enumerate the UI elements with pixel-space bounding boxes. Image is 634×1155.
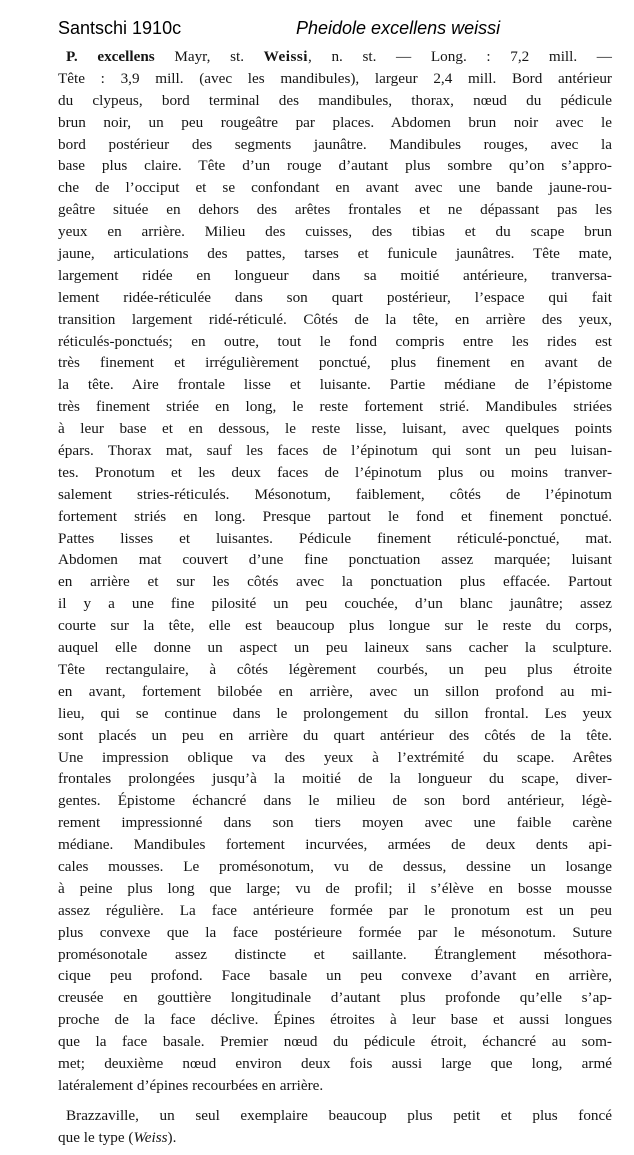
description-line: réticulés-ponctués; en outre, tout le fond compris entre les rides est <box>58 332 612 350</box>
description-line: largement ridée en longueur dans sa moitié antérieure, tranversa- <box>58 266 612 284</box>
taxon-author: Mayr, st. <box>154 48 264 65</box>
description-line: Tête : 3,9 mill. (avec les mandibules), largeur 2,4 mill. Bord antérieur <box>58 69 612 87</box>
collector-name: Weiss <box>133 1128 168 1146</box>
description-line: que la face basale. Premier nœud du pédicule étroit, échancré au som- <box>58 1033 612 1051</box>
description-line: Pattes lisses et luisantes. Pédicule finement réticulé-ponctué, mat. <box>58 529 612 547</box>
subspecies-name: Weissi <box>263 48 308 65</box>
description-line: en avant, fortement bilobée en arrière, avec un sillon profond au mi- <box>58 682 612 700</box>
description-line: promésonotale assez distincte et saillante. Étranglement mésothora- <box>58 945 612 963</box>
description-line: salement stries-réticulés. Mésonotum, faiblement, côtés de l’épinotum <box>58 485 612 503</box>
description-line: latéralement d’épines recourbées en arrière. <box>58 1076 324 1094</box>
taxon-name: P. excellens <box>66 48 155 65</box>
species-title: Pheidole excellens weissi <box>296 18 501 38</box>
description-line: met; deuxième nœud environ deux fois aussi large que long, armé <box>58 1054 612 1072</box>
description-line: Une impression oblique va des yeux à l’extrémité du scape. Arêtes <box>58 748 612 766</box>
locality-line-2 <box>58 1127 612 1149</box>
description-line: base plus claire. Tête d’un rouge d’autant plus sombre qu’on s’appro- <box>58 157 612 175</box>
description-line: la tête. Aire frontale lisse et luisante. Partie médiane de l’épistome <box>58 376 612 394</box>
description-line: du clypeus, bord terminal des mandibules, thorax, nœud du pédicule <box>58 91 612 109</box>
description-line: plus convexe que la face postérieure formée par le mésonotum. Suture <box>58 923 612 941</box>
locality-line-1: Brazzaville, un seul exemplaire beaucoup plus petit et plus foncé <box>66 1106 612 1124</box>
description-line: à leur base et en dessous, le reste lisse, luisant, avec quelques points <box>58 420 612 438</box>
description-lines <box>58 68 612 1097</box>
description-line: che de l’occiput et se confondant en avant avec une bande jaune-rou- <box>58 179 612 197</box>
description-line: fortement striés en long. Presque partout le fond et finement ponctué. <box>58 507 612 525</box>
description-line: en arrière et sur les côtés avec la ponctuation plus effacée. Partout <box>58 573 612 591</box>
description-line: cales mousses. Le promésonotum, vu de dessus, dessine un losange <box>58 857 612 875</box>
description-line: médiane. Mandibules fortement incurvées, armées de deux dents api- <box>58 836 612 854</box>
description-line: lieu, qui se continue dans le prolongement du sillon frontal. Les yeux <box>58 704 612 722</box>
locality-suffix: ). <box>167 1128 177 1146</box>
description-line: yeux en arrière. Milieu des cuisses, des tibias et du scape brun <box>58 223 612 241</box>
description-line: Tête rectangulaire, à côtés légèrement courbés, un peu plus étroite <box>58 660 612 678</box>
description-line: proche de la face déclive. Épines étroites à leur base et aussi longues <box>58 1011 612 1029</box>
paragraph-gap <box>58 1097 612 1105</box>
description-line: sont placés un peu en arrière du quart antérieur des côtés de la tête. <box>58 726 612 744</box>
description-line: auquel elle donne un aspect un peu laineux sans cacher la sculpture. <box>58 639 612 657</box>
description-line: tes. Pronotum et les deux faces de l’épinotum plus ou moins tranver- <box>58 463 612 481</box>
description-line: brun noir, un peu rougeâtre par places. Abdomen brun noir avec le <box>58 113 612 131</box>
description-line: bord postérieur des segments jaunâtre. Mandibules rouges, avec la <box>58 135 612 153</box>
description-line: assez régulière. La face antérieure formée par le pronotum est un peu <box>58 901 612 919</box>
description-line: très finement et irrégulièrement ponctué, plus finement en avant de <box>58 354 612 372</box>
description-line: courte sur la tête, elle est beaucoup plus longue sur le reste du corps, <box>58 617 612 635</box>
length-text: , n. st. — Long. : 7,2 mill. — <box>308 48 612 65</box>
description-line: rement impressionné dans son tiers moyen avec une faible carène <box>58 814 612 832</box>
description-body <box>58 46 612 1149</box>
locality-prefix: que le type ( <box>58 1128 134 1146</box>
description-line: geâtre située en dehors des arêtes frontales et ne dépassant pas les <box>58 201 612 219</box>
description-line: cique peu profond. Face basale un peu convexe d’avant en arrière, <box>58 967 612 985</box>
description-line: épars. Thorax mat, sauf les faces de l’épinotum qui sont un peu luisan- <box>58 442 612 460</box>
description-line: lement ridée-réticulée dans son quart postérieur, l’espace qui fait <box>58 288 612 306</box>
description-line: creusée en gouttière longitudinale d’autant plus profonde qu’elle s’ap- <box>58 989 612 1007</box>
description-line: il y a une fine pilosité un peu couchée, d’un blanc jaunâtre; assez <box>58 595 612 613</box>
author-year: Santschi 1910c <box>58 18 182 38</box>
description-line: jaune, articulations des pattes, tarses et funicule jaunâtres. Tête mate, <box>58 245 612 263</box>
description-line: à peine plus long que large; vu de profil; il s’élève en bosse mousse <box>58 879 612 897</box>
description-line: transition largement ridé-réticulé. Côtés de la tête, en arrière des yeux, <box>58 310 612 328</box>
page-header <box>58 18 616 44</box>
description-line: Abdomen mat couvert d’une fine ponctuation assez marquée; luisant <box>58 551 612 569</box>
description-line: gentes. Épistome échancré dans le milieu de son bord antérieur, légè- <box>58 792 612 810</box>
description-line: frontales prolongées jusqu’à la moitié de la longueur du scape, diver- <box>58 770 612 788</box>
description-line: très finement striée en long, le reste fortement strié. Mandibules striées <box>58 398 612 416</box>
description-line-1 <box>58 46 612 68</box>
